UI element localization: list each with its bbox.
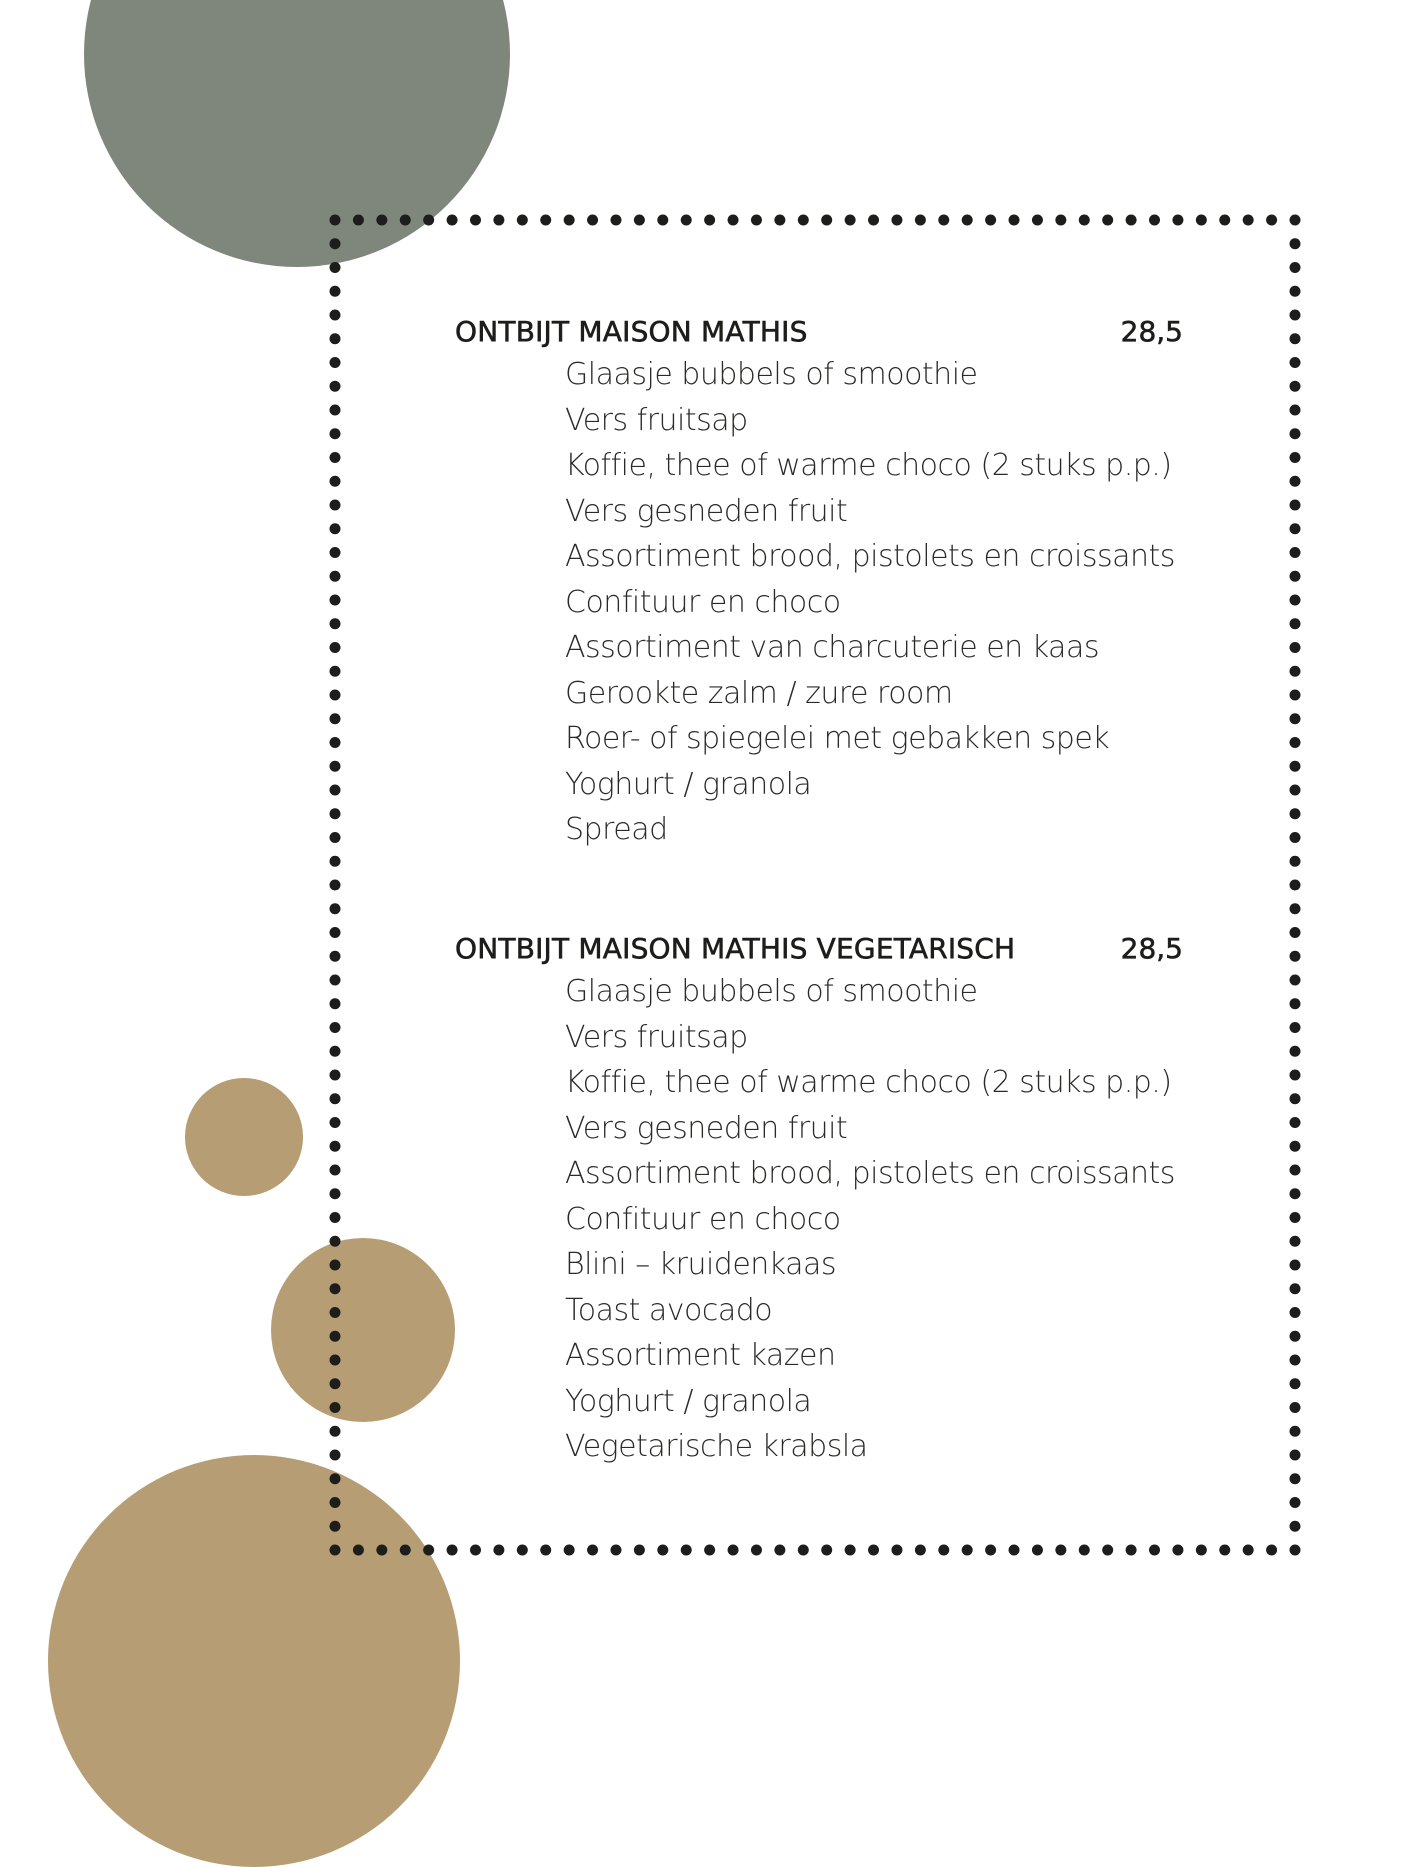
decorative-circle-large xyxy=(48,1455,460,1867)
menu-section-2 xyxy=(455,929,1183,1470)
list-item: Koffie, thee of warme choco (2 stuks p.p.) xyxy=(565,448,1172,483)
decorative-circle-small xyxy=(185,1078,303,1196)
list-item: Vers fruitsap xyxy=(565,1019,748,1055)
item-list xyxy=(455,352,1183,853)
list-item: Glaasje bubbels of smoothie xyxy=(565,974,978,1009)
list-item: Gerookte zalm / zure room xyxy=(565,675,953,711)
list-item: Roer- of spiegelei met gebakken spek xyxy=(565,721,1110,756)
list-item: Vegetarische krabsla xyxy=(565,1429,868,1464)
list-item: Assortiment brood, pistolets en croissants xyxy=(565,539,1175,574)
decorative-circle-medium xyxy=(271,1238,455,1422)
list-item: Vers gesneden fruit xyxy=(565,493,848,529)
list-item: Assortiment kazen xyxy=(565,1338,836,1373)
list-item: Toast avocado xyxy=(565,1292,773,1328)
section-price: 28,5 xyxy=(1120,315,1183,348)
list-item: Assortiment van charcuterie en kaas xyxy=(565,630,1099,665)
section-price: 28,5 xyxy=(1120,932,1183,965)
section-title: ONTBIJT MAISON MATHIS VEGETARISCH xyxy=(455,932,1016,965)
list-item: Vers fruitsap xyxy=(565,402,748,438)
decorative-circle-green xyxy=(84,0,510,267)
list-item: Yoghurt / granola xyxy=(565,1383,812,1419)
list-item: Blini – kruidenkaas xyxy=(565,1247,837,1282)
list-item: Spread xyxy=(565,812,668,847)
list-item: Koffie, thee of warme choco (2 stuks p.p.) xyxy=(565,1065,1172,1100)
list-item: Yoghurt / granola xyxy=(565,766,812,802)
section-header xyxy=(455,312,1183,352)
list-item: Glaasje bubbels of smoothie xyxy=(565,357,978,392)
list-item: Vers gesneden fruit xyxy=(565,1110,848,1146)
section-title: ONTBIJT MAISON MATHIS xyxy=(455,315,808,348)
list-item: Assortiment brood, pistolets en croissants xyxy=(565,1156,1175,1191)
section-header xyxy=(455,929,1183,969)
list-item: Confituur en choco xyxy=(565,1201,841,1237)
list-item: Confituur en choco xyxy=(565,584,841,620)
item-list xyxy=(455,969,1183,1470)
menu-section-1 xyxy=(455,312,1183,853)
